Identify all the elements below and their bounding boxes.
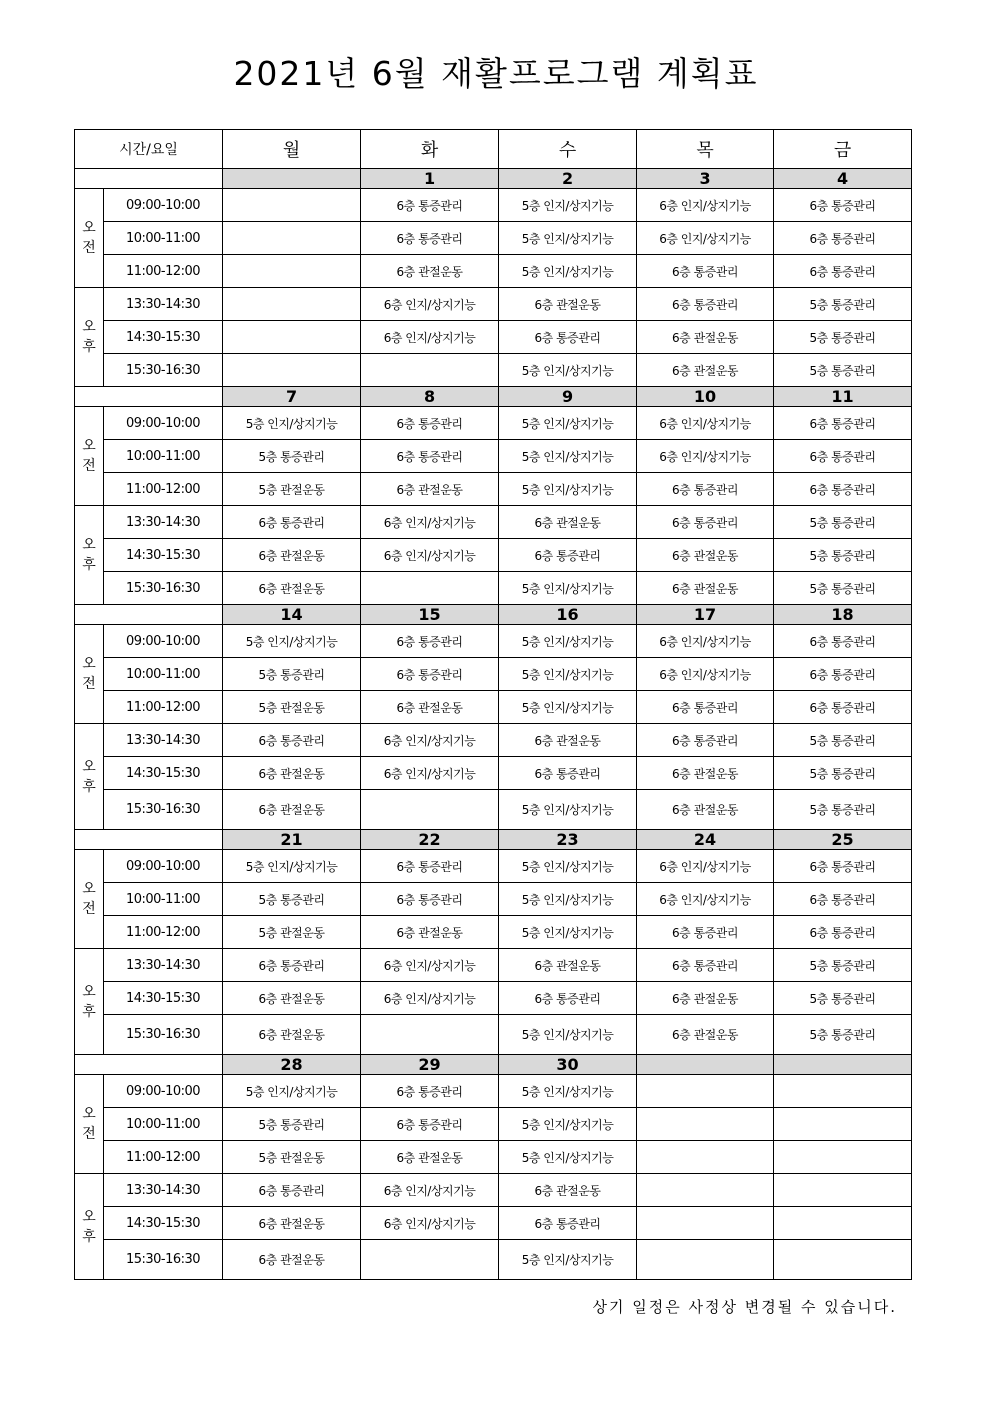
schedule-row [75,757,912,790]
schedule-row [75,407,912,440]
period-pm [75,949,104,1055]
program-cell: 5층 통증관리 [774,572,912,605]
program-cell: 6층 관절운동 [361,473,499,506]
program-cell: 5층 인지/상지기능 [223,407,361,440]
period-pm [75,1174,104,1280]
program-cell [774,1075,912,1108]
program-cell: 6층 통증관리 [774,189,912,222]
program-cell [774,1141,912,1174]
schedule-row [75,473,912,506]
date-cell: 22 [361,830,499,850]
program-cell: 6층 통증관리 [774,222,912,255]
date-cell: 24 [637,830,774,850]
program-cell: 6층 통증관리 [361,222,499,255]
period-char: 전 [82,458,96,474]
period-char: 오 [82,319,96,335]
program-cell: 6층 관절운동 [637,572,774,605]
period-char: 오 [82,758,96,775]
date-cell: 16 [499,605,637,625]
header-day-thu: 목 [637,130,774,169]
period-am [75,189,104,288]
schedule-row [75,506,912,539]
program-cell: 6층 통증관리 [774,850,912,883]
program-cell: 6층 통증관리 [774,691,912,724]
program-cell: 6층 통증관리 [223,1174,361,1207]
program-cell: 6층 인지/상지기능 [637,658,774,691]
period-am [75,850,104,949]
header-row [75,130,912,169]
schedule-row [75,222,912,255]
time-slot: 15:30-16:30 [104,1240,223,1280]
schedule-row [75,1207,912,1240]
program-cell: 5층 통증관리 [774,321,912,354]
header-day-mon: 월 [223,130,361,169]
program-cell: 6층 통증관리 [637,916,774,949]
time-slot: 13:30-14:30 [104,949,223,982]
program-cell: 6층 관절운동 [223,982,361,1015]
program-cell: 6층 통증관리 [499,321,637,354]
time-slot: 11:00-12:00 [104,1141,223,1174]
date-cell: 10 [637,387,774,407]
period-char: 전 [82,676,96,692]
program-cell: 6층 인지/상지기능 [361,982,499,1015]
program-cell: 6층 관절운동 [499,506,637,539]
date-cell: 29 [361,1055,499,1075]
program-cell: 6층 인지/상지기능 [361,506,499,539]
program-cell: 6층 통증관리 [361,189,499,222]
program-cell: 6층 관절운동 [361,916,499,949]
program-cell: 6층 통증관리 [774,407,912,440]
program-cell: 6층 인지/상지기능 [361,949,499,982]
period-pm [75,506,104,605]
date-cell: 1 [361,169,499,189]
program-cell: 5층 통증관리 [774,539,912,572]
program-cell: 5층 인지/상지기능 [499,790,637,830]
program-cell: 5층 인지/상지기능 [499,189,637,222]
program-cell [637,1108,774,1141]
period-char: 오 [82,1106,96,1122]
program-cell: 6층 통증관리 [774,658,912,691]
program-cell: 6층 관절운동 [499,1174,637,1207]
program-cell: 5층 인지/상지기능 [499,691,637,724]
program-cell: 6층 통증관리 [774,255,912,288]
schedule-row [75,1240,912,1280]
program-cell: 5층 인지/상지기능 [223,625,361,658]
date-row-blank [75,1055,223,1075]
program-cell: 6층 관절운동 [499,288,637,321]
program-cell: 5층 인지/상지기능 [499,572,637,605]
time-slot: 15:30-16:30 [104,572,223,605]
time-slot: 10:00-11:00 [104,883,223,916]
program-cell: 6층 관절운동 [223,1207,361,1240]
period-char: 오 [82,537,96,553]
program-cell [774,1240,912,1280]
program-cell: 5층 관절운동 [223,473,361,506]
schedule-table [74,129,912,1280]
time-slot: 13:30-14:30 [104,724,223,757]
time-slot: 10:00-11:00 [104,658,223,691]
schedule-row [75,255,912,288]
program-cell: 5층 통증관리 [223,1108,361,1141]
program-cell: 6층 관절운동 [637,354,774,387]
schedule-row [75,1075,912,1108]
time-slot: 13:30-14:30 [104,506,223,539]
date-cell [774,1055,912,1075]
program-cell: 6층 통증관리 [637,473,774,506]
program-cell: 6층 인지/상지기능 [637,222,774,255]
program-cell: 6층 통증관리 [637,288,774,321]
program-cell: 5층 통증관리 [774,790,912,830]
date-cell: 2 [499,169,637,189]
program-cell [774,1207,912,1240]
schedule-body [75,130,912,1280]
schedule-row [75,949,912,982]
program-cell: 5층 인지/상지기능 [499,473,637,506]
program-cell [223,354,361,387]
program-cell: 6층 인지/상지기능 [361,1174,499,1207]
period-am [75,407,104,506]
program-cell: 6층 통증관리 [499,982,637,1015]
date-cell: 30 [499,1055,637,1075]
program-cell: 5층 통증관리 [223,658,361,691]
program-cell: 6층 관절운동 [637,757,774,790]
period-am [75,1075,104,1174]
time-slot: 14:30-15:30 [104,757,223,790]
program-cell: 6층 관절운동 [361,691,499,724]
program-cell [774,1174,912,1207]
date-cell: 8 [361,387,499,407]
program-cell: 6층 관절운동 [499,949,637,982]
program-cell: 6층 통증관리 [499,1207,637,1240]
date-cell: 18 [774,605,912,625]
date-row [75,169,912,189]
time-slot: 11:00-12:00 [104,916,223,949]
program-cell: 6층 관절운동 [223,1015,361,1055]
period-char: 후 [82,339,96,355]
program-cell: 6층 통증관리 [223,949,361,982]
date-cell: 17 [637,605,774,625]
time-slot: 15:30-16:30 [104,354,223,387]
schedule-row [75,1141,912,1174]
program-cell: 5층 인지/상지기능 [223,850,361,883]
header-day-tue: 화 [361,130,499,169]
program-cell: 5층 인지/상지기능 [499,1075,637,1108]
program-cell: 6층 관절운동 [223,572,361,605]
date-cell: 14 [223,605,361,625]
period-char: 오 [82,881,96,897]
period-char: 오 [82,220,96,236]
program-cell: 6층 관절운동 [223,1240,361,1280]
period-char: 전 [82,240,96,256]
program-cell: 6층 인지/상지기능 [361,724,499,757]
date-cell: 7 [223,387,361,407]
date-cell: 3 [637,169,774,189]
date-cell: 4 [774,169,912,189]
schedule-row [75,440,912,473]
program-cell: 6층 인지/상지기능 [637,850,774,883]
date-row-blank [75,605,223,625]
program-cell: 5층 인지/상지기능 [499,850,637,883]
program-cell: 5층 통증관리 [223,440,361,473]
date-row [75,830,912,850]
time-slot: 09:00-10:00 [104,407,223,440]
program-cell: 6층 통증관리 [774,625,912,658]
time-slot: 13:30-14:30 [104,1174,223,1207]
date-cell: 25 [774,830,912,850]
program-cell: 6층 통증관리 [223,506,361,539]
program-cell: 6층 통증관리 [223,724,361,757]
program-cell: 6층 관절운동 [223,757,361,790]
schedule-row [75,658,912,691]
schedule-row [75,572,912,605]
program-cell: 5층 통증관리 [774,724,912,757]
program-cell [637,1075,774,1108]
date-cell: 11 [774,387,912,407]
program-cell [361,1240,499,1280]
program-cell: 5층 인지/상지기능 [499,1240,637,1280]
program-cell: 6층 인지/상지기능 [361,288,499,321]
program-cell [223,321,361,354]
program-cell: 5층 통증관리 [774,288,912,321]
program-cell: 6층 통증관리 [637,255,774,288]
time-slot: 10:00-11:00 [104,222,223,255]
program-cell: 5층 인지/상지기능 [499,658,637,691]
date-cell: 28 [223,1055,361,1075]
program-cell: 6층 관절운동 [223,539,361,572]
period-pm [75,724,104,830]
page-title: 2021년 6월 재활프로그램 계획표 [233,54,759,93]
schedule-row [75,724,912,757]
program-cell: 6층 관절운동 [499,724,637,757]
program-cell: 5층 인지/상지기능 [499,916,637,949]
program-cell: 5층 통증관리 [774,1015,912,1055]
schedule-row [75,625,912,658]
date-row-blank [75,387,223,407]
program-cell: 5층 인지/상지기능 [499,222,637,255]
time-slot: 14:30-15:30 [104,1207,223,1240]
program-cell: 6층 인지/상지기능 [637,407,774,440]
date-cell: 9 [499,387,637,407]
date-row-blank [75,830,223,850]
program-cell [361,790,499,830]
program-cell [223,288,361,321]
time-slot: 15:30-16:30 [104,1015,223,1055]
date-row-blank [75,169,223,189]
program-cell: 5층 통증관리 [774,757,912,790]
program-cell [637,1174,774,1207]
period-char: 후 [82,1003,96,1020]
time-slot: 10:00-11:00 [104,440,223,473]
time-slot: 11:00-12:00 [104,473,223,506]
program-cell: 6층 통증관리 [361,850,499,883]
program-cell: 5층 인지/상지기능 [223,1075,361,1108]
program-cell [361,1015,499,1055]
program-cell: 5층 통증관리 [774,982,912,1015]
program-cell: 6층 인지/상지기능 [361,321,499,354]
program-cell: 5층 통증관리 [774,506,912,539]
program-cell [637,1240,774,1280]
time-slot: 14:30-15:30 [104,321,223,354]
schedule-row [75,883,912,916]
schedule-row [75,1015,912,1055]
schedule-row [75,539,912,572]
program-cell [223,189,361,222]
program-cell: 6층 통증관리 [637,506,774,539]
header-day-fri: 금 [774,130,912,169]
time-slot: 09:00-10:00 [104,625,223,658]
schedule-row [75,189,912,222]
schedule-row [75,321,912,354]
program-cell: 6층 통증관리 [361,883,499,916]
program-cell [223,255,361,288]
program-cell: 6층 인지/상지기능 [637,189,774,222]
date-cell: 21 [223,830,361,850]
program-cell: 6층 관절운동 [637,790,774,830]
period-am [75,625,104,724]
time-slot: 09:00-10:00 [104,189,223,222]
program-cell: 5층 인지/상지기능 [499,883,637,916]
program-cell: 6층 통증관리 [637,691,774,724]
program-cell: 6층 통증관리 [361,625,499,658]
program-cell: 6층 관절운동 [637,539,774,572]
schedule-row [75,1108,912,1141]
program-cell [361,572,499,605]
program-cell: 6층 인지/상지기능 [637,883,774,916]
period-char: 오 [82,1208,96,1225]
program-cell: 5층 관절운동 [223,1141,361,1174]
schedule-row [75,850,912,883]
program-cell [637,1141,774,1174]
program-cell [774,1108,912,1141]
program-cell: 6층 통증관리 [499,757,637,790]
program-cell: 6층 통증관리 [774,916,912,949]
date-row [75,387,912,407]
time-slot: 13:30-14:30 [104,288,223,321]
program-cell: 6층 관절운동 [361,255,499,288]
program-cell: 6층 통증관리 [361,1075,499,1108]
program-cell: 6층 통증관리 [499,539,637,572]
program-cell: 5층 인지/상지기능 [499,1015,637,1055]
program-cell: 6층 통증관리 [637,724,774,757]
program-cell: 6층 통증관리 [361,440,499,473]
time-slot: 14:30-15:30 [104,539,223,572]
date-row [75,1055,912,1075]
schedule-row [75,354,912,387]
period-char: 오 [82,983,96,1000]
program-cell: 6층 통증관리 [637,949,774,982]
program-cell: 5층 통증관리 [223,883,361,916]
program-cell: 6층 관절운동 [361,1141,499,1174]
program-cell: 6층 인지/상지기능 [361,539,499,572]
program-cell: 6층 통증관리 [361,658,499,691]
program-cell: 6층 통증관리 [361,407,499,440]
time-slot: 09:00-10:00 [104,1075,223,1108]
header-day-wed: 수 [499,130,637,169]
time-slot: 10:00-11:00 [104,1108,223,1141]
program-cell: 5층 인지/상지기능 [499,354,637,387]
time-slot: 09:00-10:00 [104,850,223,883]
program-cell: 6층 관절운동 [223,790,361,830]
program-cell [637,1207,774,1240]
program-cell: 5층 인지/상지기능 [499,1108,637,1141]
program-cell: 5층 인지/상지기능 [499,1141,637,1174]
program-cell: 6층 인지/상지기능 [637,625,774,658]
program-cell: 6층 통증관리 [774,883,912,916]
date-cell: 15 [361,605,499,625]
program-cell: 6층 인지/상지기능 [637,440,774,473]
program-cell: 6층 통증관리 [361,1108,499,1141]
time-slot: 15:30-16:30 [104,790,223,830]
program-cell: 5층 인지/상지기능 [499,440,637,473]
schedule-row [75,916,912,949]
time-slot: 14:30-15:30 [104,982,223,1015]
program-cell: 5층 인지/상지기능 [499,407,637,440]
program-cell: 6층 통증관리 [774,440,912,473]
period-char: 후 [82,557,96,573]
time-slot: 11:00-12:00 [104,255,223,288]
period-pm [75,288,104,387]
period-char: 후 [82,1228,96,1245]
period-char: 오 [82,656,96,672]
program-cell: 6층 관절운동 [637,982,774,1015]
program-cell: 6층 인지/상지기능 [361,1207,499,1240]
period-char: 오 [82,438,96,454]
date-cell [223,169,361,189]
date-cell [637,1055,774,1075]
schedule-row [75,790,912,830]
schedule-row [75,1174,912,1207]
date-row [75,605,912,625]
program-cell [223,222,361,255]
program-cell: 5층 인지/상지기능 [499,625,637,658]
program-cell: 5층 통증관리 [774,949,912,982]
program-cell: 5층 관절운동 [223,916,361,949]
period-char: 전 [82,901,96,917]
time-slot: 11:00-12:00 [104,691,223,724]
date-cell: 23 [499,830,637,850]
schedule-row [75,982,912,1015]
program-cell: 6층 관절운동 [637,1015,774,1055]
program-cell: 6층 통증관리 [774,473,912,506]
program-cell: 5층 통증관리 [774,354,912,387]
program-cell: 6층 인지/상지기능 [361,757,499,790]
footer-note: 상기 일정은 사정상 변경될 수 있습니다. [592,1298,897,1316]
program-cell [361,354,499,387]
schedule-row [75,691,912,724]
period-char: 후 [82,778,96,795]
schedule-row [75,288,912,321]
header-corner: 시간/요일 [75,130,223,169]
period-char: 전 [82,1126,96,1142]
program-cell: 5층 관절운동 [223,691,361,724]
program-cell: 6층 관절운동 [637,321,774,354]
program-cell: 5층 인지/상지기능 [499,255,637,288]
